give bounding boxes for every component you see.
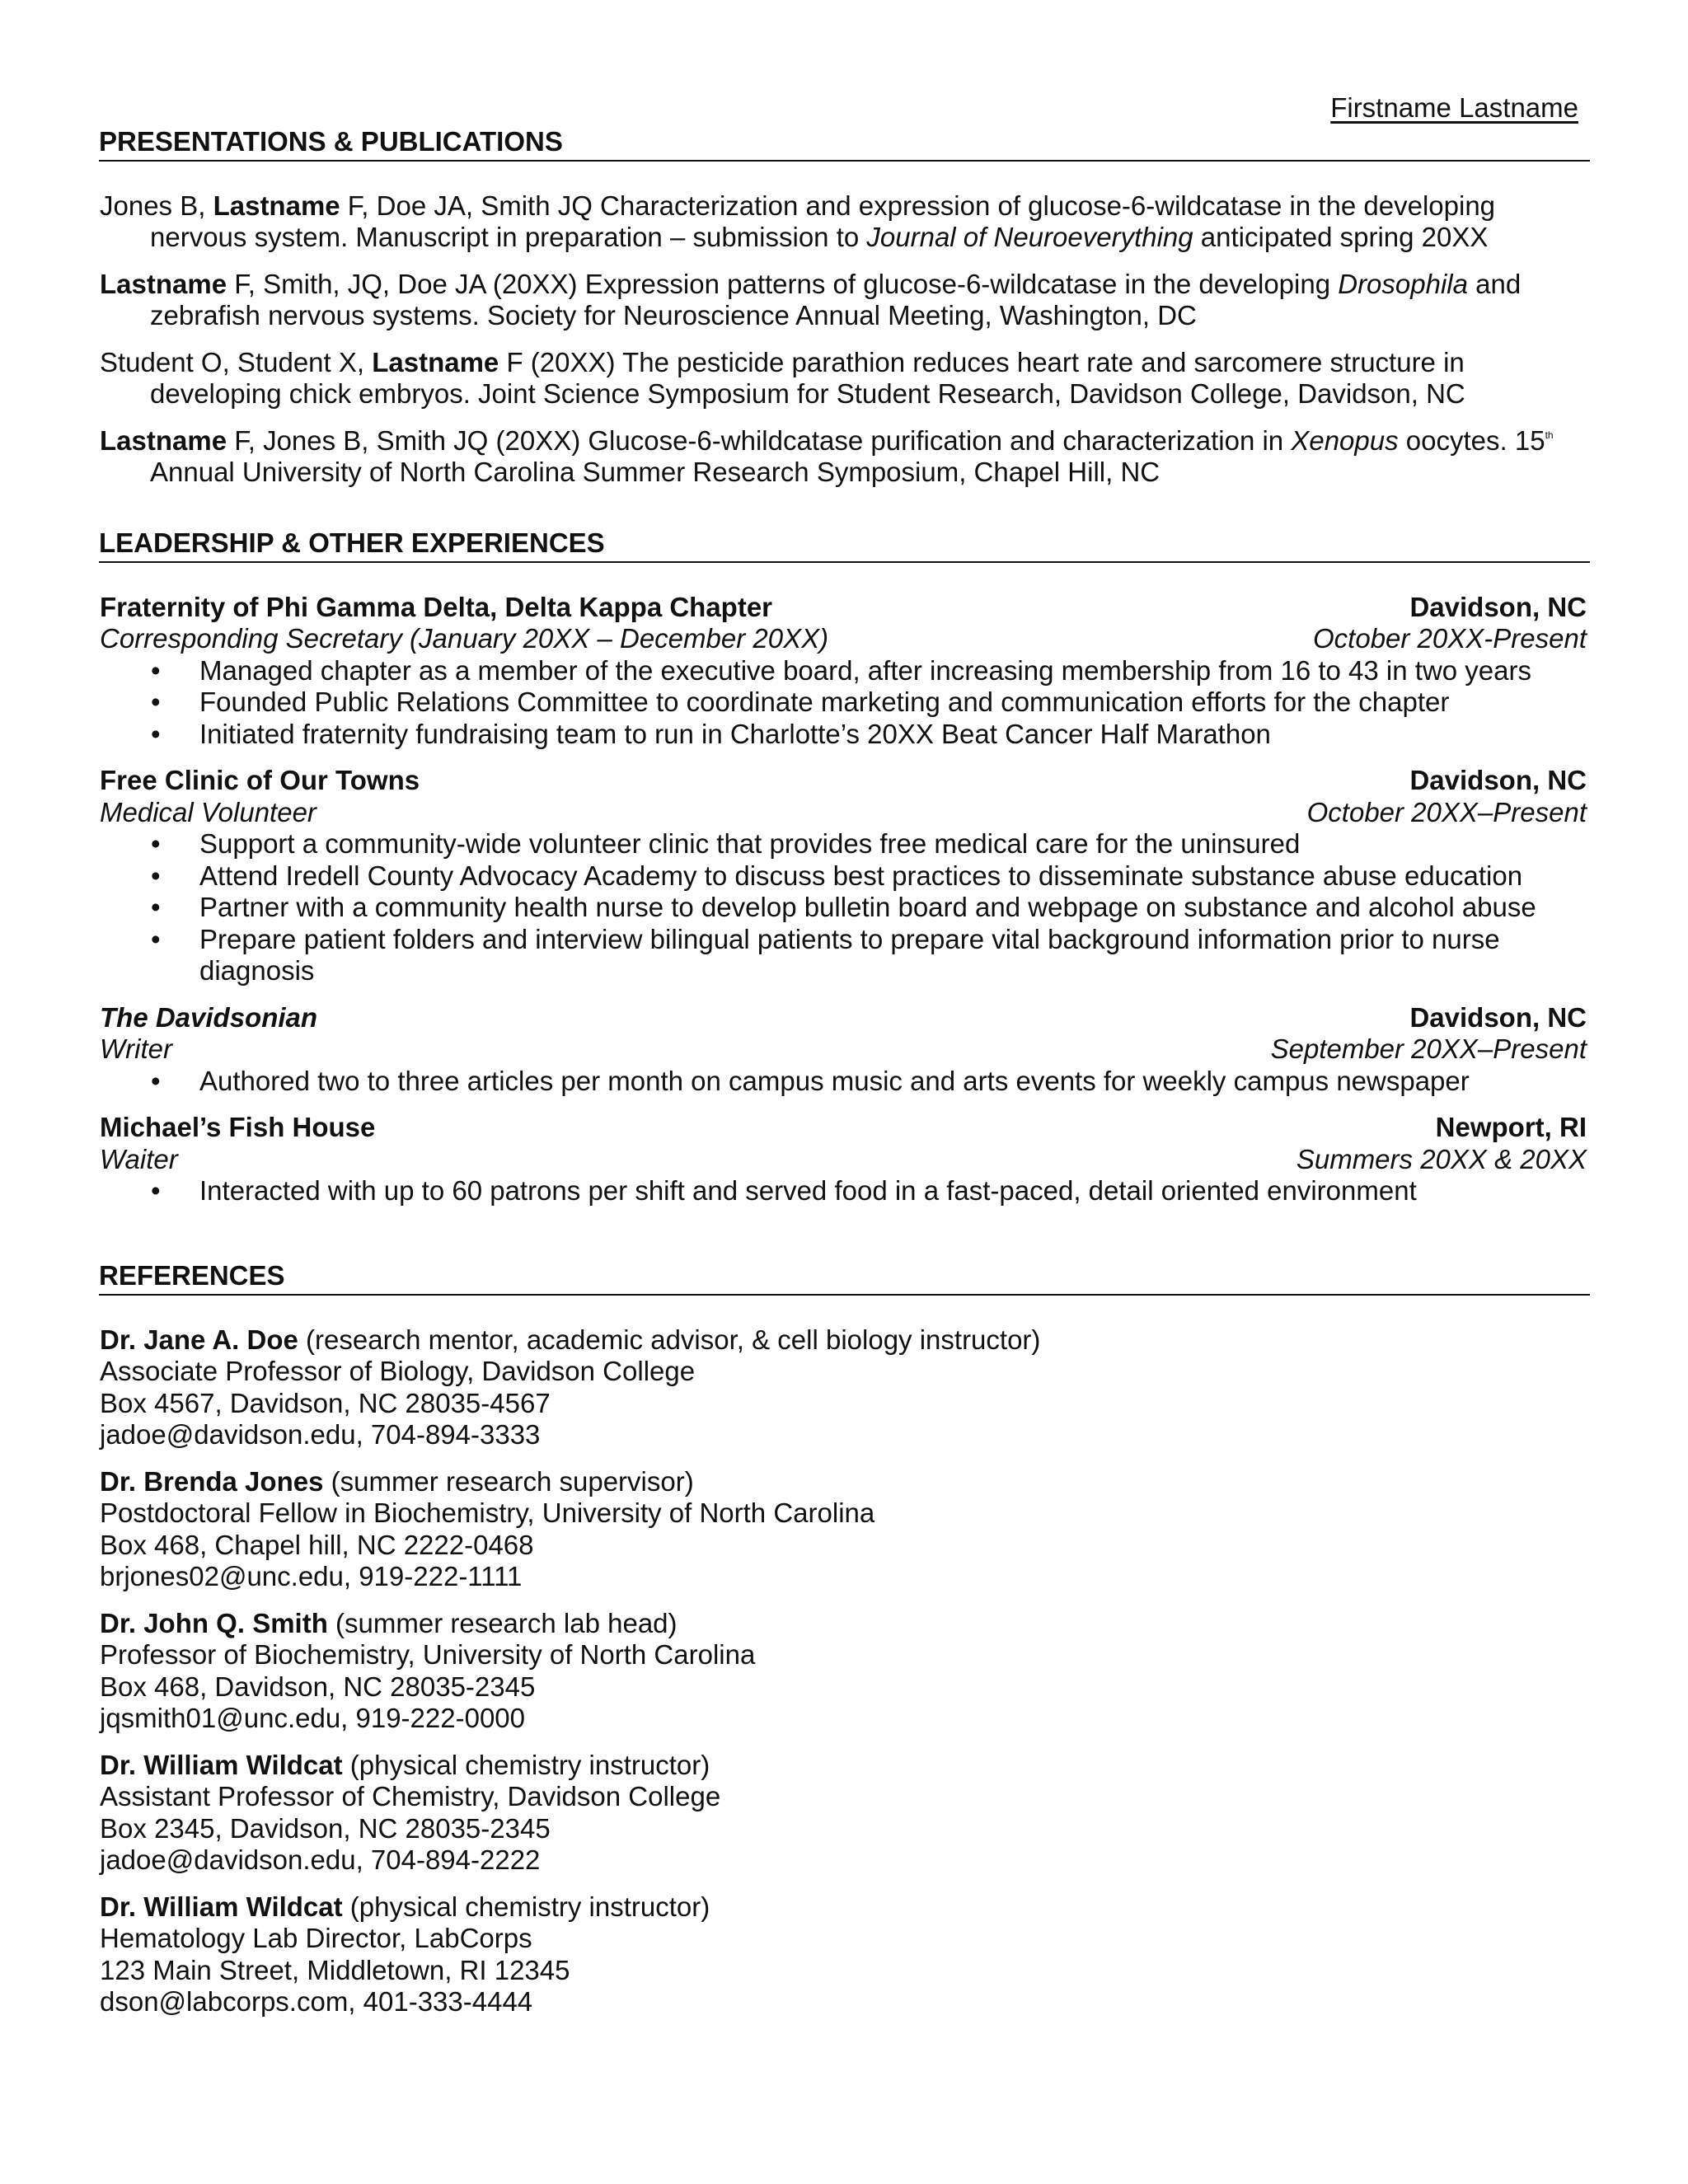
reference-title: Hematology Lab Director, LabCorps — [100, 1923, 532, 1953]
pub-text: Jones B, — [100, 190, 213, 221]
section-title: PRESENTATIONS & PUBLICATIONS — [99, 126, 1590, 162]
org-location: Davidson, NC — [1409, 591, 1587, 622]
pub-text: F, Jones B, Smith JQ (20XX) Glucose-6-whildcatase purification and characterization in — [227, 424, 1292, 456]
pub-text: anticipated spring 20XX — [1193, 222, 1489, 252]
pub-ordinal: th — [1545, 429, 1554, 441]
list-item — [100, 860, 1590, 893]
reference-name: Dr. William Wildcat — [100, 1749, 343, 1780]
org-name: Michael’s Fish House — [100, 1112, 376, 1142]
list-item — [100, 719, 1590, 751]
bullet-icon: • — [151, 1175, 161, 1206]
reference-name: Dr. Jane A. Doe — [100, 1324, 298, 1355]
pub-author-bold: Lastname — [100, 268, 227, 299]
pub-text: Annual University of North Carolina Summer Research Symposium, Chapel Hill, NC — [150, 457, 1160, 487]
pub-journal: Journal of Neuroeverything — [866, 222, 1193, 252]
reference-contact: brjones02@unc.edu, 919-222-1111 — [100, 1561, 523, 1591]
experience-entry — [100, 1112, 1590, 1207]
publication-item — [100, 190, 1590, 254]
reference-address: Box 4567, Davidson, NC 28035-4567 — [100, 1387, 551, 1418]
reference-entry — [100, 1466, 1590, 1593]
bullet-text: Prepare patient folders and interview bilingual patients to prepare vital background information prior to nurse diagnosis — [199, 923, 1500, 986]
reference-title: Professor of Biochemistry, University of North Carolina — [100, 1639, 756, 1670]
list-item — [100, 828, 1590, 860]
org-name: Fraternity of Phi Gamma Delta, Delta Kappa Chapter — [100, 591, 773, 622]
pub-text: F (20XX) The pesticide parathion reduces heart rate and sarcomere structure in developing chick embryos. Joint Science Symposium for Student Research, Davidson College, Davidson, NC — [150, 346, 1465, 409]
bullet-text: Interacted with up to 60 patrons per shift and served food in a fast-paced, detail oriented environment — [199, 1175, 1417, 1206]
reference-entry — [100, 1891, 1590, 2018]
reference-contact: jqsmith01@unc.edu, 919-222-0000 — [100, 1703, 526, 1733]
reference-title: Associate Professor of Biology, Davidson College — [100, 1356, 696, 1386]
bullet-icon: • — [151, 828, 161, 859]
publication-item — [100, 347, 1590, 410]
list-item — [100, 924, 1590, 987]
section-title: REFERENCES — [99, 1260, 1590, 1296]
bullet-icon: • — [151, 718, 161, 749]
experience-entry — [100, 1002, 1590, 1098]
reference-address: Box 468, Davidson, NC 28035-2345 — [100, 1671, 536, 1702]
pub-species: Drosophila — [1338, 268, 1468, 299]
bullet-text: Attend Iredell County Advocacy Academy to discuss best practices to disseminate substance abuse education — [199, 860, 1523, 891]
references-section — [96, 1260, 1590, 2033]
bullet-text: Partner with a community health nurse to develop bulletin board and webpage on substance and alcohol abuse — [199, 892, 1536, 922]
list-item — [100, 892, 1590, 924]
bullet-text: Founded Public Relations Committee to coordinate marketing and communication efforts for the chapter — [199, 687, 1450, 717]
bullet-text: Authored two to three articles per month on campus music and arts events for weekly campus newspaper — [199, 1065, 1470, 1096]
pub-author-bold: Lastname — [100, 424, 227, 456]
org-name: Free Clinic of Our Towns — [100, 765, 420, 795]
list-item — [100, 1066, 1590, 1098]
org-location: Davidson, NC — [1409, 1001, 1587, 1033]
reference-address: 123 Main Street, Middletown, RI 12345 — [100, 1954, 570, 1985]
reference-entry — [100, 1324, 1590, 1451]
bullet-text: Support a community-wide volunteer clinic that provides free medical care for the uninsured — [199, 828, 1301, 859]
bullet-icon: • — [151, 654, 161, 686]
reference-contact: jadoe@davidson.edu, 704-894-2222 — [100, 1844, 541, 1875]
section-title: LEADERSHIP & OTHER EXPERIENCES — [99, 527, 1590, 563]
pub-text: F, Smith, JQ, Doe JA (20XX) Expression patterns of glucose-6-wildcatase in the developing — [227, 268, 1339, 299]
bullet-icon: • — [151, 1065, 161, 1096]
org-location: Davidson, NC — [1409, 765, 1587, 795]
reference-entry — [100, 1750, 1590, 1877]
reference-contact: jadoe@davidson.edu, 704-894-3333 — [100, 1419, 541, 1450]
pub-author-bold: Lastname — [213, 190, 340, 221]
list-item — [100, 1175, 1590, 1207]
bullet-icon: • — [151, 860, 161, 891]
publication-item — [100, 269, 1590, 332]
bullet-text: Managed chapter as a member of the executive board, after increasing membership from 16 to 43 in two years — [199, 654, 1532, 686]
pub-text: oocytes. 15 — [1398, 424, 1545, 456]
list-item — [100, 655, 1590, 687]
bullet-text: Initiated fraternity fundraising team to run in Charlotte’s 20XX Beat Cancer Half Marathon — [199, 718, 1271, 749]
reference-name: Dr. Brenda Jones — [100, 1465, 324, 1497]
list-item — [100, 687, 1590, 719]
org-role: Corresponding Secretary (January 20XX – December 20XX) — [100, 623, 829, 654]
bullet-icon: • — [151, 892, 161, 922]
reference-role: (summer research supervisor) — [323, 1465, 694, 1497]
reference-role: (physical chemistry instructor) — [342, 1749, 710, 1780]
reference-role: (physical chemistry instructor) — [342, 1891, 710, 1922]
experience-entry — [100, 592, 1590, 751]
reference-address: Box 2345, Davidson, NC 28035-2345 — [100, 1812, 551, 1844]
org-dates: Summers 20XX & 20XX — [1296, 1143, 1587, 1174]
header-name: Firstname Lastname — [1330, 92, 1578, 123]
org-role: Writer — [100, 1033, 172, 1064]
org-dates: September 20XX–Present — [1270, 1033, 1587, 1064]
reference-address: Box 468, Chapel hill, NC 2222-0468 — [100, 1529, 534, 1560]
reference-entry — [100, 1608, 1590, 1735]
org-role: Waiter — [100, 1143, 178, 1174]
pub-text: F, Doe JA, Smith JQ Characterization and expression of glucose-6-wildcatase in the developing nervous system. Manuscript in preparation – submission to — [150, 190, 1496, 252]
pub-text: Student O, Student X, — [100, 346, 373, 377]
pub-author-bold: Lastname — [372, 346, 499, 377]
org-role: Medical Volunteer — [100, 796, 316, 827]
org-location: Newport, RI — [1435, 1112, 1587, 1142]
org-dates: October 20XX–Present — [1306, 796, 1587, 827]
reference-contact: dson@labcorps.com, 401-333-4444 — [100, 1986, 533, 2017]
reference-role: (research mentor, academic advisor, & cell biology instructor) — [298, 1324, 1041, 1355]
experience-entry — [100, 765, 1590, 987]
reference-title: Postdoctoral Fellow in Biochemistry, University of North Carolina — [100, 1497, 875, 1528]
pub-text: and zebrafish nervous systems. Society for Neuroscience Annual Meeting, Washington, DC — [150, 268, 1522, 330]
reference-name: Dr. William Wildcat — [100, 1891, 343, 1922]
reference-name: Dr. John Q. Smith — [100, 1607, 328, 1638]
org-name: The Davidsonian — [100, 1001, 318, 1033]
reference-title: Assistant Professor of Chemistry, Davidson College — [100, 1781, 721, 1811]
leadership-section — [96, 527, 1590, 1222]
pub-species: Xenopus — [1291, 424, 1399, 456]
publications-section — [96, 126, 1590, 504]
bullet-icon: • — [151, 687, 161, 717]
publication-item — [100, 425, 1590, 489]
bullet-icon: • — [151, 923, 161, 954]
org-dates: October 20XX-Present — [1313, 623, 1587, 654]
reference-role: (summer research lab head) — [327, 1607, 678, 1638]
